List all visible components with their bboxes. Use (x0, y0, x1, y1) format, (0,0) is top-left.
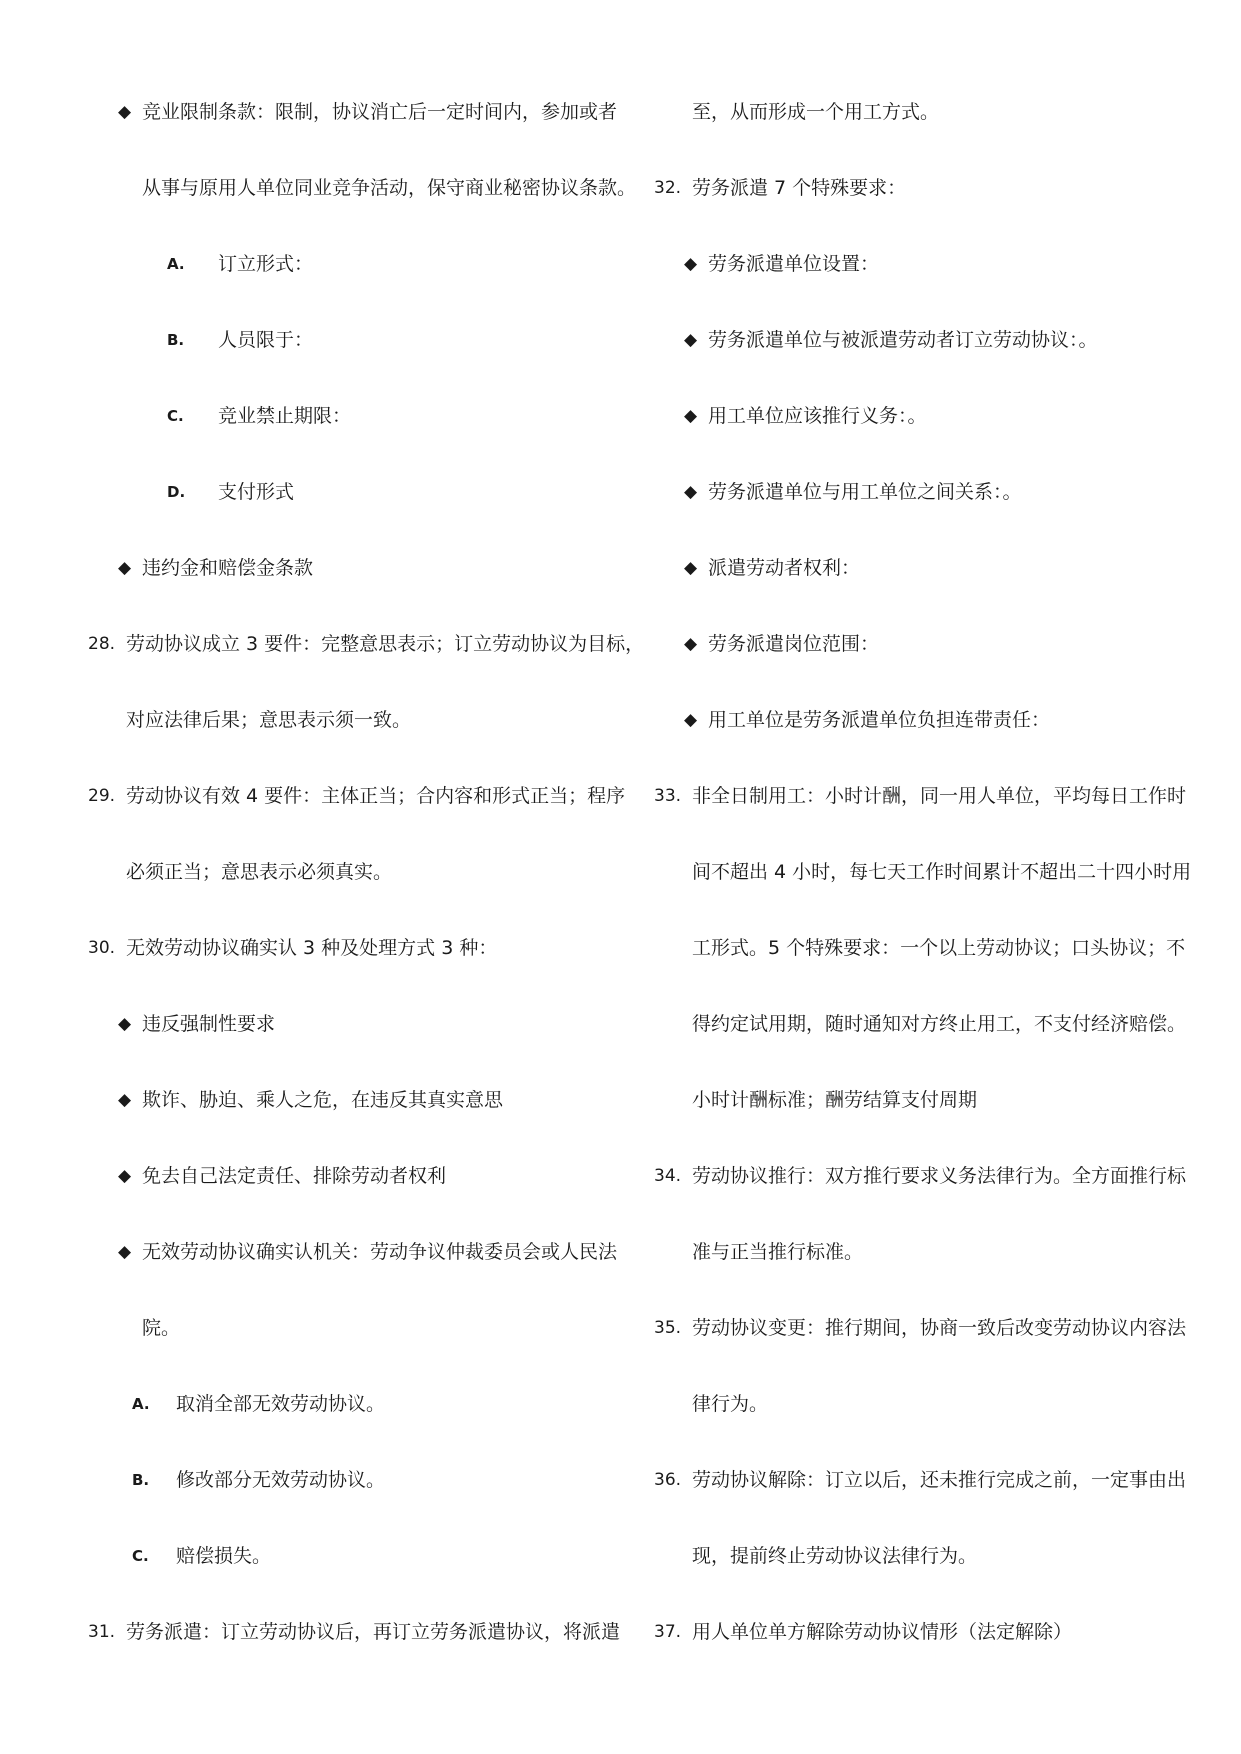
list-item-cancel: 取消全部无效劳动协议。 (176, 1393, 386, 1415)
list-letter: C. (167, 407, 184, 425)
bullet-diamond-icon: ◆ (118, 1014, 132, 1034)
item-34-text: 劳动协议推行：双方推行要求义务法律行为。全方面推行标 (692, 1165, 1187, 1187)
list-item-modify: 修改部分无效劳动协议。 (176, 1469, 386, 1491)
bullet-relationship: 劳务派遣单位与用工单位之间关系：。 (708, 481, 1022, 503)
item-number: 28. (88, 634, 116, 654)
bullet-penalty-clause: 违约金和赔偿金条款 (142, 557, 314, 579)
item-number: 37. (654, 1622, 682, 1642)
item-number: 31. (88, 1622, 116, 1642)
bullet-diamond-icon: ◆ (684, 254, 698, 274)
item-29-text: 劳动协议有效 4 要件：主体正当；合内容和形式正当；程序 (126, 785, 626, 807)
bullet-exemption: 免去自己法定责任、排除劳动者权利 (142, 1165, 447, 1187)
bullet-diamond-icon: ◆ (118, 1090, 132, 1110)
bullet-diamond-icon: ◆ (118, 1242, 132, 1262)
item-number: 36. (654, 1470, 682, 1490)
bullet-diamond-icon: ◆ (684, 558, 698, 578)
bullet-diamond-icon: ◆ (684, 710, 698, 730)
bullet-diamond-icon: ◆ (118, 558, 132, 578)
list-item-personnel: 人员限于： (218, 329, 314, 351)
item-31-text: 劳务派遣：订立劳动协议后，再订立劳务派遣协议，将派遣 (126, 1621, 621, 1643)
right-column (640, 0, 1241, 1754)
list-item-payment: 支付形式 (218, 481, 295, 503)
bullet-obligations: 用工单位应该推行义务：。 (708, 405, 927, 427)
bullet-liability: 用工单位是劳务派遣单位负担连带责任： (708, 709, 1051, 731)
text-line: 对应法律后果；意思表示须一致。 (126, 709, 412, 731)
list-letter: D. (167, 483, 186, 501)
text-line: 小时计酬标准；酬劳结算支付周期 (692, 1089, 978, 1111)
item-30-text: 无效劳动协议确实认 3 种及处理方式 3 种： (126, 937, 498, 959)
text-line: 必须正当；意思表示必须真实。 (126, 861, 393, 883)
item-number: 33. (654, 786, 682, 806)
list-letter: A. (132, 1395, 150, 1413)
item-number: 32. (654, 178, 682, 198)
item-33-text: 非全日制用工：小时计酬，同一用人单位，平均每日工作时 (692, 785, 1187, 807)
item-36-text: 劳动协议解除：订立以后，还未推行完成之前，一定事由出 (692, 1469, 1187, 1491)
text-line: 律行为。 (692, 1393, 769, 1415)
bullet-authority: 无效劳动协议确实认机关：劳动争议仲裁委员会或人民法 (142, 1241, 618, 1263)
bullet-diamond-icon: ◆ (684, 482, 698, 502)
text-line: 准与正当推行标准。 (692, 1241, 864, 1263)
bullet-diamond-icon: ◆ (684, 634, 698, 654)
item-number: 35. (654, 1318, 682, 1338)
bullet-diamond-icon: ◆ (118, 102, 132, 122)
bullet-diamond-icon: ◆ (118, 1166, 132, 1186)
bullet-diamond-icon: ◆ (684, 406, 698, 426)
item-28-text: 劳动协议成立 3 要件：完整意思表示；订立劳动协议为目标， (126, 633, 645, 655)
list-letter: B. (167, 331, 185, 349)
text-line: 得约定试用期，随时通知对方终止用工，不支付经济赔偿。 (692, 1013, 1187, 1035)
list-item-compensate: 赔偿损失。 (176, 1545, 272, 1567)
item-32-text: 劳务派遣 7 个特殊要求： (692, 177, 907, 199)
bullet-setup: 劳务派遣单位设置： (708, 253, 880, 275)
item-number: 30. (88, 938, 116, 958)
text-line: 至，从而形成一个用工方式。 (692, 101, 940, 123)
item-37-text: 用人单位单方解除劳动协议情形（法定解除） (692, 1621, 1073, 1643)
text-line: 间不超出 4 小时，每七天工作时间累计不超出二十四小时用 (692, 861, 1192, 883)
list-item-period: 竞业禁止期限： (218, 405, 352, 427)
list-item-form: 订立形式： (218, 253, 314, 275)
bullet-fraud: 欺诈、胁迫、乘人之危，在违反其真实意思 (142, 1089, 504, 1111)
bullet-mandatory: 违反强制性要求 (142, 1013, 276, 1035)
list-letter: B. (132, 1471, 150, 1489)
bullet-contract: 劳务派遣单位与被派遣劳动者订立劳动协议：。 (708, 329, 1098, 351)
item-number: 29. (88, 786, 116, 806)
item-35-text: 劳动协议变更：推行期间，协商一致后改变劳动协议内容法 (692, 1317, 1187, 1339)
list-letter: C. (132, 1547, 149, 1565)
bullet-diamond-icon: ◆ (684, 330, 698, 350)
bullet-noncompete-clause: 竞业限制条款：限制，协议消亡后一定时间内，参加或者 (142, 101, 618, 123)
bullet-scope: 劳务派遣岗位范围： (708, 633, 880, 655)
text-line: 院。 (142, 1317, 181, 1339)
text-line: 现，提前终止劳动协议法律行为。 (692, 1545, 978, 1567)
text-line: 工形式。5 个特殊要求：一个以上劳动协议；口头协议；不 (692, 937, 1186, 959)
item-number: 34. (654, 1166, 682, 1186)
text-line: 从事与原用人单位同业竞争活动，保守商业秘密协议条款。 (142, 177, 637, 199)
list-letter: A. (167, 255, 185, 273)
bullet-rights: 派遣劳动者权利： (708, 557, 861, 579)
